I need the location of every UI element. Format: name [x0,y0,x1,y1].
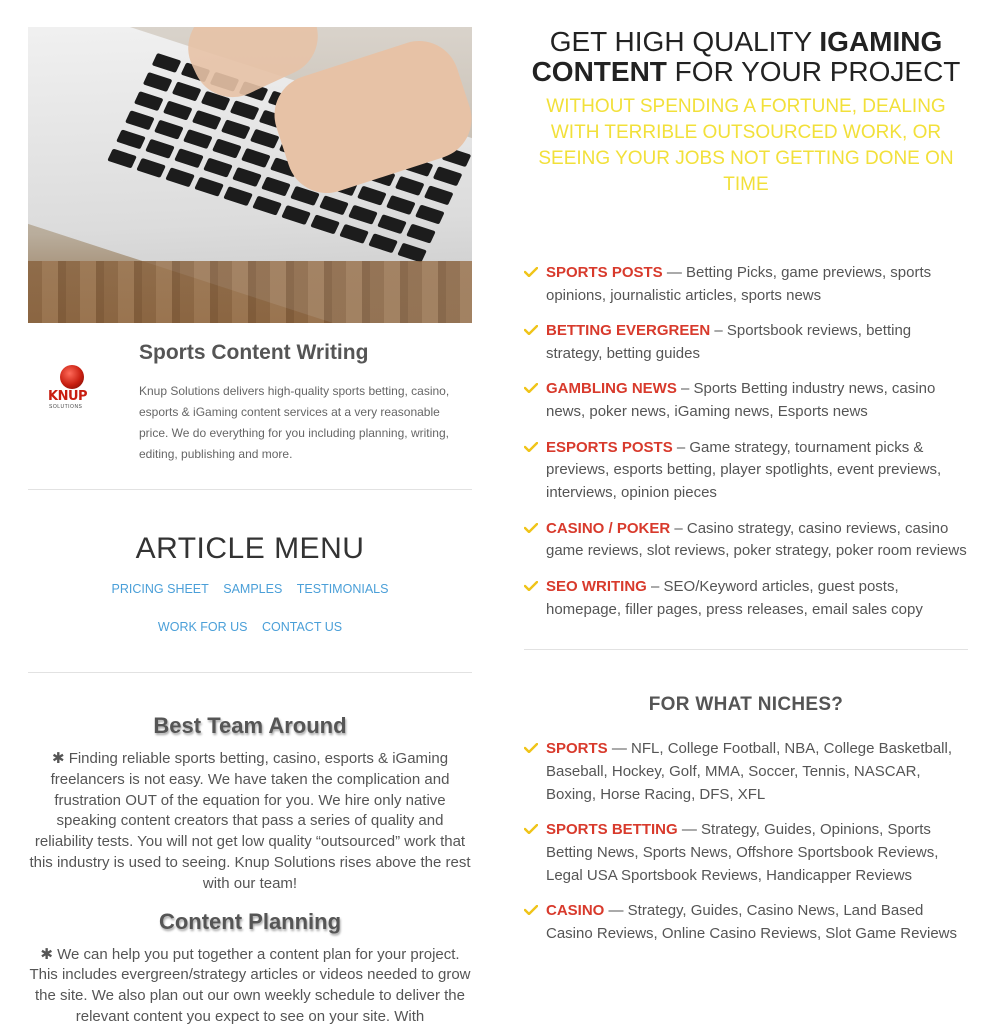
keyboard-key [230,100,260,120]
keyboard-key [212,139,242,159]
check-icon [524,581,538,591]
niche-item-keyword: SPORTS BETTING [546,821,678,839]
keyboard-key [163,101,193,121]
service-item-description: – Sports Betting industry news, casino news, poker news, iGaming news, Esports news [546,380,936,421]
intro-block [28,341,472,490]
keyboard-key [357,186,387,206]
niche-item-description: — NFL, College Football, NBA, College Basketball, Baseball, Hockey, Golf, MMA, Soccer, Tennis, NASCAR, Boxing, Horse Racing, DFS, XFL [546,740,953,803]
service-item [524,437,968,505]
keyboard-key [125,110,155,130]
service-item-description: – Game strategy, tournament picks & previews, esports betting, player spotlights, event previews, interviews, opinion pieces [546,438,942,502]
service-item-description: – Sportsbook reviews, betting strategy, betting guides [546,322,912,362]
keyboard-key [415,204,445,224]
keyboard-key [424,185,454,205]
niche-item-keyword: SPORTS [546,740,608,758]
keyboard-key [377,214,407,234]
keyboard-key [250,129,280,149]
check-icon [524,383,538,393]
keyboard-key [223,186,253,206]
keyboard-key [174,148,204,168]
intro-body: Knup Solutions delivers high-quality sports betting, casino, esports & iGaming content services at a very reasonable price. We do everything for you including planning, writing, editing, publishing and more. [139,384,450,461]
service-item-keyword: ESPORTS POSTS [546,438,673,456]
article-menu-title: ARTICLE MENU [135,532,365,565]
keyboard-key [194,177,224,197]
keyboard-key [192,110,222,130]
article-menu [28,490,472,673]
service-item-keyword: BETTING EVERGREEN [546,322,711,340]
keyboard-key [310,214,340,234]
keyboard-key [134,91,164,111]
logo-ball-icon [60,365,84,389]
service-item [524,576,968,622]
service-item [524,262,968,308]
service-item-description: — Betting Picks, game previews, sports opinions, journalistic articles, sports news [546,264,932,304]
keyboard-key [232,167,262,187]
keyboard-key [203,158,233,178]
check-icon [524,905,538,915]
menu-link-contact-us[interactable]: CONTACT US [261,620,343,634]
planning-title: Content Planning [158,908,342,934]
service-item-description: – SEO/Keyword articles, guest posts, homepage, filler pages, press releases, email sales copy [546,577,923,618]
check-icon [524,325,538,335]
keyboard-key [145,139,175,159]
niche-item [524,738,968,806]
menu-links-row-2 [28,618,472,636]
headline-subtitle: WITHOUT SPENDING A FORTUNE, DEALING WITH TERRIBLE OUTSOURCED WORK, OR SEEING YOUR JOBS NOT GETTING DONE ON TIME [538,96,954,195]
service-item [524,518,968,564]
niche-item [524,819,968,887]
service-item-description: – Casino strategy, casino reviews, casino game reviews, slot reviews, poker strategy, poker room reviews [546,519,967,560]
keyboard-key [433,166,463,186]
keyboard-key [386,195,416,215]
service-item-keyword: CASINO / POKER [546,519,671,537]
headline-post: FOR YOUR PROJECT [666,55,961,87]
intro-text [139,341,469,465]
keyboard-key [397,243,427,263]
hero-laptop-image [28,27,472,323]
headline-bold-igaming: IGAMING [819,26,943,57]
keyboard-key [261,176,291,196]
keyboard-key [406,224,436,244]
service-item [524,320,968,366]
niches-list [524,738,968,946]
service-item-keyword: GAMBLING NEWS [546,380,677,398]
niche-item-keyword: CASINO [546,902,605,920]
keyboard-key [368,233,398,253]
headline-bold-content: CONTENT [531,55,667,87]
logo-subtext: SOLUTIONS [49,404,83,410]
service-item-keyword: SEO WRITING [546,577,647,595]
page-headline [524,27,968,86]
niche-item-description: — Strategy, Guides, Opinions, Sports Betting News, Sports News, Offshore Sportsbook Reviews, Legal USA Sportsbook Reviews, Handicapper Reviews [546,821,939,884]
headline-pre: GET HIGH QUALITY [549,26,820,57]
check-icon [524,743,538,753]
keyboard-key [339,224,369,244]
keyboard-key [183,129,213,149]
wood-surface [28,261,472,323]
keyboard-key [348,205,378,225]
menu-link-pricing-sheet[interactable]: PRICING SHEET [111,582,209,596]
planning-body: ✱ We can help you put together a content plan for your project. This includes evergreen/strategy articles or videos needed to grow the site. We also plan out our own weekly schedule to deliver the relevant content you expect to see on your site. With [29,945,471,1024]
team-body: ✱ Finding reliable sports betting, casino, esports & iGaming freelancers is not easy. We have taken the complication and frustration OUT of the equation for you. We hire only native speaking content creators that pass a series of quality and reliability tests. You will not get low quality “outsourced” work that this industry is used to seeing. Knup Solutions rises above the rest with our team! [29,750,471,892]
right-column [524,27,968,958]
keyboard-key [241,148,271,168]
check-icon [524,824,538,834]
niche-item [524,900,968,946]
check-icon [524,267,538,277]
team-title: Best Team Around [153,713,347,738]
keyboard-key [136,158,166,178]
keyboard-key [116,129,146,149]
check-icon [524,523,538,533]
keyboard-key [252,196,282,216]
menu-link-work-for-us[interactable]: WORK FOR US [157,620,248,634]
menu-link-testimonials[interactable]: TESTIMONIALS [296,582,389,596]
niche-item-description: — Strategy, Guides, Casino News, Land Based Casino Reviews, Online Casino Reviews, Slot Game Reviews [546,902,957,943]
keyboard-key [395,176,425,196]
keyboard-key [172,81,202,101]
keyboard-key [154,120,184,140]
keyboard-key [107,148,137,168]
keyboard-key [281,205,311,225]
keyboard-key [165,167,195,187]
menu-links-row-1 [28,580,472,598]
divider [524,649,968,650]
niches-title: FOR WHAT NICHES? [648,694,844,716]
check-icon [524,442,538,452]
left-column [28,27,472,1024]
menu-link-samples[interactable]: SAMPLES [223,582,283,596]
service-item-keyword: SPORTS POSTS [546,264,663,281]
keyboard-key [319,195,349,215]
team-section [28,713,472,1024]
keyboard-key [143,72,173,92]
knup-logo[interactable] [28,345,118,435]
keyboard-key [221,119,251,139]
service-item [524,378,968,424]
services-list [524,262,968,621]
logo-wordmark: KNUP [48,389,88,404]
intro-title: Sports Content Writing [139,341,369,364]
